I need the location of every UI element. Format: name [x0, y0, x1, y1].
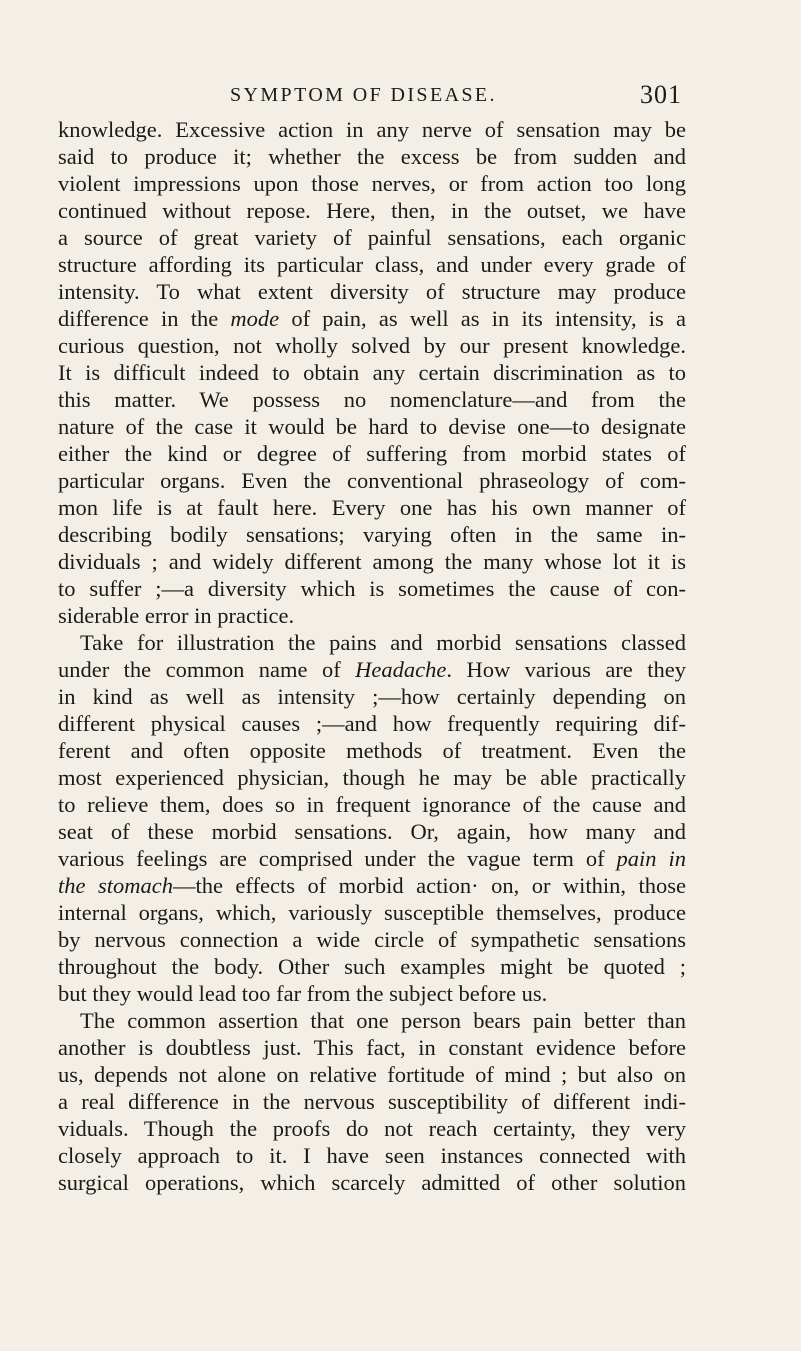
text-run: under the common name of	[58, 657, 356, 682]
text-line: seat of these morbid sensations. Or, again, how many and	[58, 819, 686, 844]
text-run: —the effects of morbid action· on, or within, those	[172, 873, 687, 898]
text-line	[58, 305, 686, 332]
text-line: by nervous connection a wide circle of sympathetic sensations	[58, 927, 686, 952]
text-line: particular organs. Even the conventional phraseology of com-	[58, 468, 686, 493]
text-line: closely approach to it. I have seen instances connected with	[58, 1143, 686, 1168]
text-line: to suffer ;—a diversity which is sometimes the cause of con-	[58, 576, 686, 601]
text-line: a real difference in the nervous susceptibility of different indi-	[58, 1089, 686, 1114]
text-line: but they would lead too far from the subject before us.	[58, 981, 548, 1006]
text-line: intensity. To what extent diversity of structure may produce	[58, 279, 686, 304]
text-line	[58, 656, 686, 683]
text-line: violent impressions upon those nerves, or from action too long	[58, 171, 686, 196]
text-line: It is difficult indeed to obtain any certain discrimination as to	[58, 360, 686, 385]
text-line: siderable error in practice.	[58, 603, 295, 628]
running-head: SYMPTOM OF DISEASE.	[230, 84, 497, 106]
italic-run: the stomach	[58, 873, 173, 898]
italic-run: pain in	[616, 846, 686, 871]
text-run: various feelings are comprised under the vague term of	[58, 846, 617, 871]
text-line: dividuals ; and widely different among the many whose lot it is	[58, 549, 686, 574]
body-text	[58, 116, 686, 1196]
text-line: viduals. Though the proofs do not reach certainty, they very	[58, 1116, 686, 1141]
text-line: in kind as well as intensity ;—how certainly depending on	[58, 684, 686, 709]
text-line: structure affording its particular class, and under every grade of	[58, 252, 686, 277]
text-line: curious question, not wholly solved by our present knowledge.	[58, 333, 686, 358]
text-line: us, depends not alone on relative fortitude of mind ; but also on	[58, 1062, 686, 1087]
text-line: internal organs, which, variously susceptible themselves, produce	[58, 900, 686, 925]
text-line: to relieve them, does so in frequent ignorance of the cause and	[58, 792, 686, 817]
text-line: continued without repose. Here, then, in the outset, we have	[58, 198, 686, 223]
text-line: ferent and often opposite methods of treatment. Even the	[58, 738, 686, 763]
text-line: another is doubtless just. This fact, in constant evidence before	[58, 1035, 686, 1060]
text-line: The common assertion that one person bears pain better than	[80, 1008, 686, 1033]
text-line	[58, 872, 686, 899]
text-line: nature of the case it would be hard to devise one—to designate	[58, 414, 686, 439]
text-line: said to produce it; whether the excess be from sudden and	[58, 144, 686, 169]
text-run: of pain, as well as in its intensity, is a	[279, 306, 686, 331]
text-line: throughout the body. Other such examples might be quoted ;	[58, 954, 686, 979]
text-line: surgical operations, which scarcely admitted of other solution	[58, 1170, 686, 1195]
italic-run: Headache	[355, 657, 447, 682]
text-run: . How various are they	[446, 657, 686, 682]
text-line: most experienced physician, though he may be able practically	[58, 765, 686, 790]
text-line: mon life is at fault here. Every one has his own manner of	[58, 495, 686, 520]
text-line: this matter. We possess no nomenclature—and from the	[58, 387, 686, 412]
italic-run: mode	[230, 306, 280, 331]
text-line: a source of great variety of painful sensations, each organic	[58, 225, 686, 250]
text-line	[58, 845, 686, 872]
text-line: knowledge. Excessive action in any nerve of sensation may be	[58, 117, 686, 142]
text-run: difference in the	[58, 306, 231, 331]
text-line: different physical causes ;—and how frequently requiring dif-	[58, 711, 686, 736]
text-line: Take for illustration the pains and morbid sensations classed	[80, 630, 686, 655]
page-number: 301	[640, 80, 682, 109]
text-line: describing bodily sensations; varying often in the same in-	[58, 522, 686, 547]
text-line: either the kind or degree of suffering from morbid states of	[58, 441, 686, 466]
